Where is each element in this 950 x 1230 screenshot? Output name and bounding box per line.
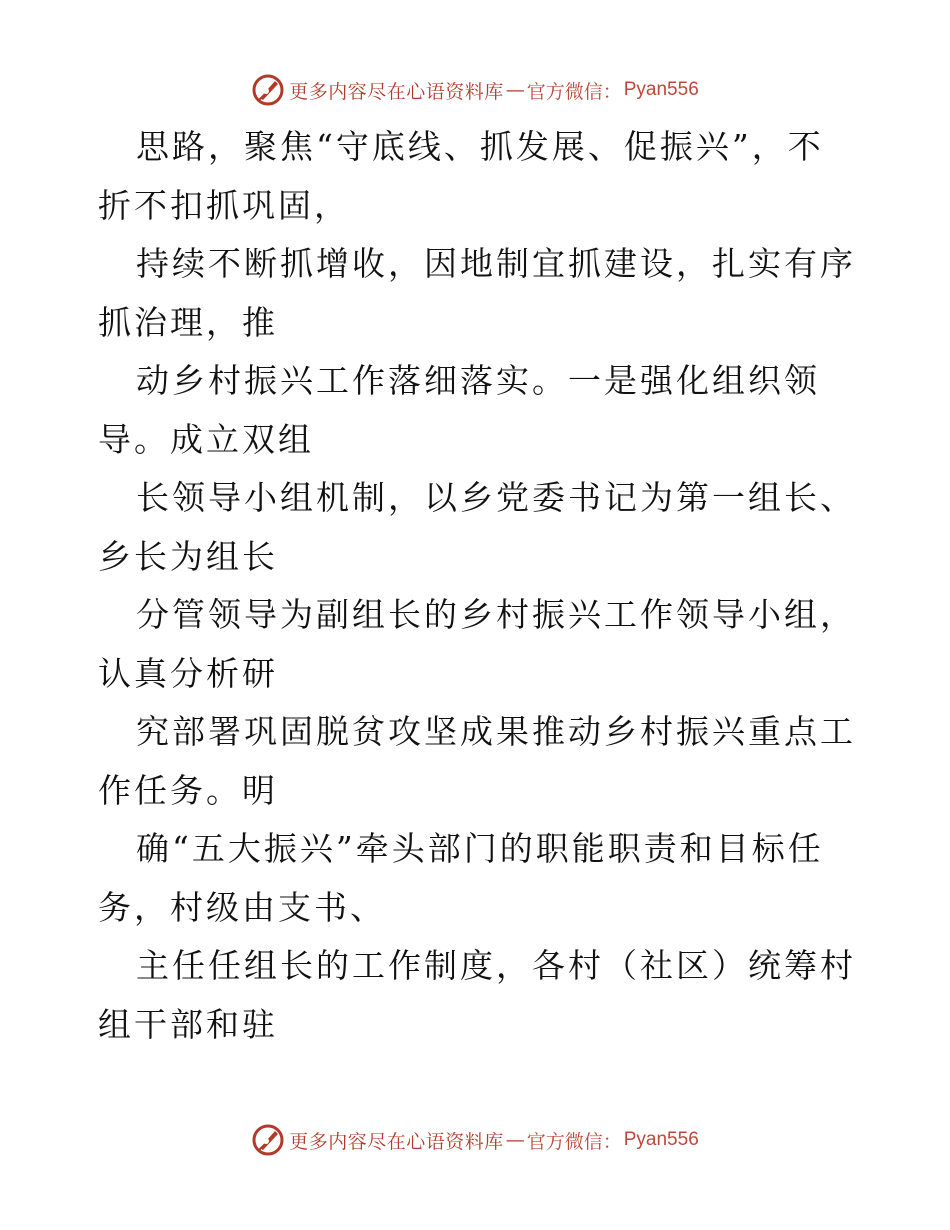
paragraph-1: 思路，聚焦“守底线、抓发展、促振兴”，不折不扣抓巩固， [98,127,824,225]
banner-main-text: 更多内容尽在心语资料库 [289,1130,504,1153]
banner-wechat-label: 官方微信： [526,1130,622,1153]
banner-separator: — [505,1129,525,1151]
paragraph-3: 动乡村振兴工作落细落实。一是强化组织领导。成立双组 [98,361,820,459]
paragraph-8: 主任任组长的工作制度，各村（社区）统筹村组干部和驻 [98,946,856,1044]
banner-wechat-id: Pyan556 [623,79,699,100]
paragraph-2: 持续不断抓增收，因地制宜抓建设，扎实有序抓治理，推 [98,244,856,342]
banner-main-text: 更多内容尽在心语资料库 [289,80,504,103]
pen-logo-icon [251,73,285,107]
paragraph-7: 确“五大振兴”牵头部门的职能职责和目标任务，村级由支书、 [98,829,824,927]
paragraph-6: 究部署巩固脱贫攻坚成果推动乡村振兴重点工作任务。明 [98,712,856,810]
banner-wechat-label: 官方微信： [526,80,622,103]
header-banner [0,72,950,108]
banner-wechat-id: Pyan556 [623,1129,699,1150]
document-body [98,118,858,1054]
paragraph-5: 分管领导为副组长的乡村振兴工作领导小组，认真分析研 [98,595,856,693]
banner-separator: — [505,79,525,101]
pen-logo-icon [251,1123,285,1157]
footer-banner [0,1122,950,1158]
paragraph-4: 长领导小组机制，以乡党委书记为第一组长、乡长为组长 [98,478,856,576]
